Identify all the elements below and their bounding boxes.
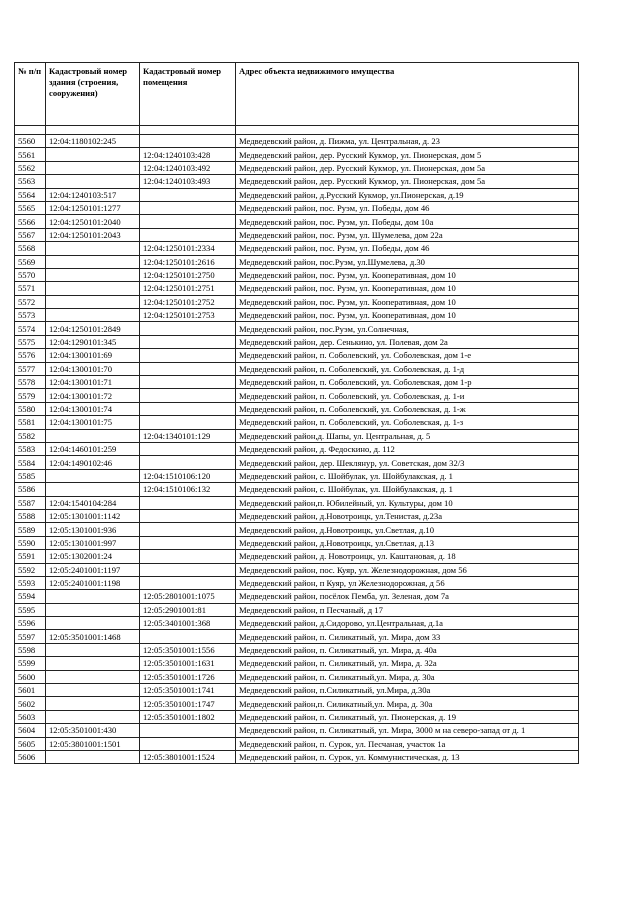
address: Медведевский район, п. Соболевский, ул. Соболевская, д. 1-з bbox=[236, 416, 579, 429]
premises-cadastral-number: 12:04:1250101:2752 bbox=[140, 295, 236, 308]
table-row bbox=[15, 255, 579, 268]
address: Медведевский район, пос. Руэм, ул. Победы, дом 46 bbox=[236, 242, 579, 255]
header-address: Адрес объекта недвижимого имущества bbox=[236, 63, 579, 126]
address: Медведевский район, посёлок Пемба, ул. Зеленая, дом 7а bbox=[236, 590, 579, 603]
table-row bbox=[15, 737, 579, 750]
building-cadastral-number bbox=[46, 429, 140, 442]
premises-cadastral-number bbox=[140, 349, 236, 362]
address: Медведевский район, с. Шойбулак, ул. Шойбулакская, д. 1 bbox=[236, 469, 579, 482]
building-cadastral-number: 12:04:1300101:74 bbox=[46, 402, 140, 415]
address: Медведевский район, д.Новотроицк, ул.Светлая, д.10 bbox=[236, 523, 579, 536]
premises-cadastral-number bbox=[140, 456, 236, 469]
premises-cadastral-number bbox=[140, 389, 236, 402]
row-number: 5566 bbox=[15, 215, 46, 228]
row-number: 5584 bbox=[15, 456, 46, 469]
table-row bbox=[15, 576, 579, 589]
row-number: 5591 bbox=[15, 550, 46, 563]
row-number: 5560 bbox=[15, 135, 46, 148]
building-cadastral-number: 12:05:1302001:24 bbox=[46, 550, 140, 563]
premises-cadastral-number bbox=[140, 442, 236, 455]
address: Медведевский район, пос. Руэм, ул. Кооперативная, дом 10 bbox=[236, 309, 579, 322]
row-number: 5573 bbox=[15, 309, 46, 322]
address: Медведевский район, пос. Руэм, ул. Кооперативная, дом 10 bbox=[236, 268, 579, 281]
address: Медведевский район, п. Сурок, ул. Коммунистическая, д. 13 bbox=[236, 750, 579, 763]
premises-cadastral-number: 12:04:1240103:492 bbox=[140, 161, 236, 174]
table-row bbox=[15, 684, 579, 697]
address: Медведевский район, пос. Куяр, ул. Железнодорожная, дом 56 bbox=[236, 563, 579, 576]
table-row bbox=[15, 536, 579, 549]
building-cadastral-number: 12:05:1301001:997 bbox=[46, 536, 140, 549]
row-number: 5594 bbox=[15, 590, 46, 603]
row-number: 5593 bbox=[15, 576, 46, 589]
row-number: 5604 bbox=[15, 724, 46, 737]
building-cadastral-number bbox=[46, 282, 140, 295]
table-row bbox=[15, 389, 579, 402]
row-number: 5583 bbox=[15, 442, 46, 455]
table-row bbox=[15, 201, 579, 214]
premises-cadastral-number bbox=[140, 576, 236, 589]
building-cadastral-number: 12:04:1250101:2040 bbox=[46, 215, 140, 228]
table-row bbox=[15, 697, 579, 710]
building-cadastral-number: 12:04:1540104:284 bbox=[46, 496, 140, 509]
row-number: 5588 bbox=[15, 509, 46, 522]
premises-cadastral-number bbox=[140, 550, 236, 563]
building-cadastral-number: 12:04:1300101:71 bbox=[46, 376, 140, 389]
premises-cadastral-number: 12:05:3501001:1741 bbox=[140, 684, 236, 697]
building-cadastral-number bbox=[46, 268, 140, 281]
building-cadastral-number: 12:04:1250101:2849 bbox=[46, 322, 140, 335]
row-number: 5590 bbox=[15, 536, 46, 549]
header-building-cadastral: Кадастровый номер здания (строения, сооружения) bbox=[46, 63, 140, 126]
premises-cadastral-number: 12:05:3801001:1524 bbox=[140, 750, 236, 763]
premises-cadastral-number: 12:04:1240103:493 bbox=[140, 175, 236, 188]
building-cadastral-number bbox=[46, 469, 140, 482]
table-row bbox=[15, 496, 579, 509]
table-body bbox=[15, 135, 579, 764]
premises-cadastral-number bbox=[140, 402, 236, 415]
building-cadastral-number bbox=[46, 161, 140, 174]
premises-cadastral-number: 12:05:3501001:1631 bbox=[140, 657, 236, 670]
premises-cadastral-number bbox=[140, 416, 236, 429]
building-cadastral-number bbox=[46, 603, 140, 616]
table-header bbox=[15, 63, 579, 126]
table-row bbox=[15, 456, 579, 469]
premises-cadastral-number bbox=[140, 536, 236, 549]
address: Медведевский район, д.Сидорово, ул.Центральная, д.1а bbox=[236, 617, 579, 630]
table-row bbox=[15, 469, 579, 482]
premises-cadastral-number: 12:04:1250101:2616 bbox=[140, 255, 236, 268]
address: Медведевский район, п. Силикатный,ул. Мира, д. 30а bbox=[236, 670, 579, 683]
building-cadastral-number: 12:04:1250101:1277 bbox=[46, 201, 140, 214]
address: Медведевский район, п.Силикатный, ул.Мира, д.30а bbox=[236, 684, 579, 697]
address: Медведевский район,д. Шапы, ул. Центральная, д. 5 bbox=[236, 429, 579, 442]
row-number: 5569 bbox=[15, 255, 46, 268]
premises-cadastral-number: 12:05:3501001:1747 bbox=[140, 697, 236, 710]
building-cadastral-number bbox=[46, 148, 140, 161]
table-row bbox=[15, 135, 579, 148]
row-number: 5601 bbox=[15, 684, 46, 697]
row-number: 5567 bbox=[15, 228, 46, 241]
table-row bbox=[15, 550, 579, 563]
table-row bbox=[15, 175, 579, 188]
spacer-section bbox=[15, 126, 579, 135]
premises-cadastral-number bbox=[140, 376, 236, 389]
table-row bbox=[15, 724, 579, 737]
building-cadastral-number bbox=[46, 483, 140, 496]
premises-cadastral-number: 12:04:1250101:2751 bbox=[140, 282, 236, 295]
table-row bbox=[15, 509, 579, 522]
building-cadastral-number: 12:04:1250101:2043 bbox=[46, 228, 140, 241]
table-row bbox=[15, 630, 579, 643]
address: Медведевский район, дер. Русский Кукмор, ул. Пионерская, дом 5а bbox=[236, 175, 579, 188]
building-cadastral-number: 12:04:1300101:72 bbox=[46, 389, 140, 402]
row-number: 5598 bbox=[15, 643, 46, 656]
address: Медведевский район, пос.Руэм, ул.Солнечная, bbox=[236, 322, 579, 335]
table-row bbox=[15, 282, 579, 295]
premises-cadastral-number bbox=[140, 496, 236, 509]
table-row bbox=[15, 563, 579, 576]
spacer-row bbox=[15, 126, 579, 135]
table-row bbox=[15, 750, 579, 763]
premises-cadastral-number: 12:05:3501001:1802 bbox=[140, 710, 236, 723]
building-cadastral-number bbox=[46, 710, 140, 723]
table-row bbox=[15, 148, 579, 161]
address: Медведевский район, п Куяр, ул Железнодорожная, д 56 bbox=[236, 576, 579, 589]
premises-cadastral-number bbox=[140, 335, 236, 348]
row-number: 5602 bbox=[15, 697, 46, 710]
row-number: 5596 bbox=[15, 617, 46, 630]
table-row bbox=[15, 590, 579, 603]
table-row bbox=[15, 188, 579, 201]
premises-cadastral-number bbox=[140, 322, 236, 335]
building-cadastral-number bbox=[46, 750, 140, 763]
building-cadastral-number: 12:05:1301001:936 bbox=[46, 523, 140, 536]
building-cadastral-number bbox=[46, 617, 140, 630]
address: Медведевский район, п. Силикатный, ул. Мира, д. 32а bbox=[236, 657, 579, 670]
building-cadastral-number bbox=[46, 670, 140, 683]
address: Медведевский район, дер. Сенькино, ул. Полевая, дом 2а bbox=[236, 335, 579, 348]
row-number: 5586 bbox=[15, 483, 46, 496]
address: Медведевский район, дер. Русский Кукмор, ул. Пионерская, дом 5а bbox=[236, 161, 579, 174]
premises-cadastral-number bbox=[140, 362, 236, 375]
premises-cadastral-number bbox=[140, 563, 236, 576]
table-row bbox=[15, 442, 579, 455]
building-cadastral-number: 12:04:1290101:345 bbox=[46, 335, 140, 348]
header-number: № п/п bbox=[15, 63, 46, 126]
premises-cadastral-number: 12:04:1510106:132 bbox=[140, 483, 236, 496]
table-row bbox=[15, 483, 579, 496]
table-row bbox=[15, 349, 579, 362]
building-cadastral-number: 12:04:1490102:46 bbox=[46, 456, 140, 469]
premises-cadastral-number bbox=[140, 135, 236, 148]
address: Медведевский район,п. Юбилейный, ул. Культуры, дом 10 bbox=[236, 496, 579, 509]
row-number: 5570 bbox=[15, 268, 46, 281]
address: Медведевский район, д. Новотроицк, ул. Каштановая, д. 18 bbox=[236, 550, 579, 563]
premises-cadastral-number: 12:04:1250101:2753 bbox=[140, 309, 236, 322]
premises-cadastral-number: 12:05:3501001:1556 bbox=[140, 643, 236, 656]
address: Медведевский район, п Песчаный, д 17 bbox=[236, 603, 579, 616]
building-cadastral-number: 12:05:1301001:1142 bbox=[46, 509, 140, 522]
building-cadastral-number: 12:05:3801001:1501 bbox=[46, 737, 140, 750]
building-cadastral-number: 12:04:1300101:75 bbox=[46, 416, 140, 429]
building-cadastral-number bbox=[46, 309, 140, 322]
building-cadastral-number bbox=[46, 657, 140, 670]
premises-cadastral-number: 12:04:1250101:2334 bbox=[140, 242, 236, 255]
row-number: 5564 bbox=[15, 188, 46, 201]
row-number: 5565 bbox=[15, 201, 46, 214]
row-number: 5571 bbox=[15, 282, 46, 295]
table-row bbox=[15, 309, 579, 322]
premises-cadastral-number bbox=[140, 509, 236, 522]
premises-cadastral-number: 12:05:3401001:368 bbox=[140, 617, 236, 630]
table-row bbox=[15, 161, 579, 174]
table-row bbox=[15, 603, 579, 616]
row-number: 5606 bbox=[15, 750, 46, 763]
row-number: 5579 bbox=[15, 389, 46, 402]
premises-cadastral-number bbox=[140, 630, 236, 643]
row-number: 5585 bbox=[15, 469, 46, 482]
building-cadastral-number bbox=[46, 242, 140, 255]
address: Медведевский район, п. Силикатный, ул. Мира, 3000 м на северо-запад от д. 1 bbox=[236, 724, 579, 737]
address: Медведевский район, п. Сурок, ул. Песчаная, участок 1а bbox=[236, 737, 579, 750]
address: Медведевский район, д.Новотроицк, ул.Светлая, д.13 bbox=[236, 536, 579, 549]
row-number: 5599 bbox=[15, 657, 46, 670]
address: Медведевский район, д.Русский Кукмор, ул.Пионерская, д.19 bbox=[236, 188, 579, 201]
address: Медведевский район, пос. Руэм, ул. Победы, дом 10а bbox=[236, 215, 579, 228]
row-number: 5582 bbox=[15, 429, 46, 442]
table-row bbox=[15, 643, 579, 656]
address: Медведевский район, дер. Шеклянур, ул. Советская, дом 32/3 bbox=[236, 456, 579, 469]
building-cadastral-number: 12:05:2401001:1198 bbox=[46, 576, 140, 589]
table-row bbox=[15, 242, 579, 255]
address: Медведевский район, д.Новотроицк, ул.Тенистая, д.23а bbox=[236, 509, 579, 522]
address: Медведевский район, п. Силикатный, ул. Мира, дом 33 bbox=[236, 630, 579, 643]
building-cadastral-number bbox=[46, 295, 140, 308]
address: Медведевский район,п. Силикатный,ул. Мира, д. 30а bbox=[236, 697, 579, 710]
address: Медведевский район, дер. Русский Кукмор, ул. Пионерская, дом 5 bbox=[236, 148, 579, 161]
table-row bbox=[15, 295, 579, 308]
premises-cadastral-number bbox=[140, 201, 236, 214]
address: Медведевский район, д. Федоскино, д. 112 bbox=[236, 442, 579, 455]
premises-cadastral-number: 12:05:2901001:81 bbox=[140, 603, 236, 616]
building-cadastral-number bbox=[46, 643, 140, 656]
premises-cadastral-number: 12:04:1250101:2750 bbox=[140, 268, 236, 281]
address: Медведевский район, п. Соболевский, ул. Соболевская, дом 1-е bbox=[236, 349, 579, 362]
building-cadastral-number bbox=[46, 255, 140, 268]
address: Медведевский район, п. Соболевский, ул. Соболевская, д. 1-и bbox=[236, 389, 579, 402]
table-row bbox=[15, 228, 579, 241]
row-number: 5574 bbox=[15, 322, 46, 335]
table-row bbox=[15, 429, 579, 442]
row-number: 5592 bbox=[15, 563, 46, 576]
table-row bbox=[15, 362, 579, 375]
premises-cadastral-number: 12:04:1340101:129 bbox=[140, 429, 236, 442]
building-cadastral-number bbox=[46, 175, 140, 188]
building-cadastral-number: 12:05:3501001:430 bbox=[46, 724, 140, 737]
premises-cadastral-number bbox=[140, 228, 236, 241]
premises-cadastral-number: 12:05:2801001:1075 bbox=[140, 590, 236, 603]
row-number: 5575 bbox=[15, 335, 46, 348]
table-row bbox=[15, 268, 579, 281]
table-row bbox=[15, 617, 579, 630]
row-number: 5587 bbox=[15, 496, 46, 509]
building-cadastral-number: 12:04:1460101:259 bbox=[46, 442, 140, 455]
premises-cadastral-number: 12:04:1240103:428 bbox=[140, 148, 236, 161]
premises-cadastral-number bbox=[140, 724, 236, 737]
table-row bbox=[15, 657, 579, 670]
row-number: 5597 bbox=[15, 630, 46, 643]
row-number: 5600 bbox=[15, 670, 46, 683]
row-number: 5577 bbox=[15, 362, 46, 375]
row-number: 5563 bbox=[15, 175, 46, 188]
premises-cadastral-number: 12:04:1510106:120 bbox=[140, 469, 236, 482]
table-row bbox=[15, 322, 579, 335]
header-row bbox=[15, 63, 579, 126]
premises-cadastral-number bbox=[140, 215, 236, 228]
address: Медведевский район, с. Шойбулак, ул. Шойбулакская, д. 1 bbox=[236, 483, 579, 496]
premises-cadastral-number bbox=[140, 188, 236, 201]
row-number: 5578 bbox=[15, 376, 46, 389]
row-number: 5568 bbox=[15, 242, 46, 255]
address: Медведевский район, пос. Руэм, ул. Кооперативная, дом 10 bbox=[236, 282, 579, 295]
address: Медведевский район, д. Пижма, ул. Центральная, д. 23 bbox=[236, 135, 579, 148]
building-cadastral-number: 12:04:1240103:517 bbox=[46, 188, 140, 201]
building-cadastral-number bbox=[46, 697, 140, 710]
address: Медведевский район, пос. Руэм, ул. Победы, дом 46 bbox=[236, 201, 579, 214]
address: Медведевский район, п. Силикатный, ул. Пионерская, д. 19 bbox=[236, 710, 579, 723]
building-cadastral-number bbox=[46, 684, 140, 697]
address: Медведевский район, п. Силикатный, ул. Мира, д. 40а bbox=[236, 643, 579, 656]
header-premises-cadastral: Кадастровый номер помещения bbox=[140, 63, 236, 126]
premises-cadastral-number bbox=[140, 523, 236, 536]
row-number: 5580 bbox=[15, 402, 46, 415]
row-number: 5603 bbox=[15, 710, 46, 723]
building-cadastral-number: 12:05:3501001:1468 bbox=[46, 630, 140, 643]
row-number: 5581 bbox=[15, 416, 46, 429]
table-row bbox=[15, 670, 579, 683]
address: Медведевский район, пос. Руэм, ул. Шумелева, дом 22а bbox=[236, 228, 579, 241]
building-cadastral-number: 12:04:1300101:69 bbox=[46, 349, 140, 362]
address: Медведевский район, п. Соболевский, ул. Соболевская, д. 1-д bbox=[236, 362, 579, 375]
table-row bbox=[15, 335, 579, 348]
property-table bbox=[14, 62, 579, 764]
row-number: 5595 bbox=[15, 603, 46, 616]
building-cadastral-number: 12:04:1300101:70 bbox=[46, 362, 140, 375]
row-number: 5562 bbox=[15, 161, 46, 174]
row-number: 5561 bbox=[15, 148, 46, 161]
building-cadastral-number: 12:04:1180102:245 bbox=[46, 135, 140, 148]
premises-cadastral-number: 12:05:3501001:1726 bbox=[140, 670, 236, 683]
table-row bbox=[15, 376, 579, 389]
address: Медведевский район, пос.Руэм, ул.Шумелева, д.30 bbox=[236, 255, 579, 268]
row-number: 5572 bbox=[15, 295, 46, 308]
address: Медведевский район, п. Соболевский, ул. Соболевская, дом 1-р bbox=[236, 376, 579, 389]
address: Медведевский район, п. Соболевский, ул. Соболевская, д. 1-ж bbox=[236, 402, 579, 415]
row-number: 5576 bbox=[15, 349, 46, 362]
table-row bbox=[15, 710, 579, 723]
table-row bbox=[15, 523, 579, 536]
table-row bbox=[15, 416, 579, 429]
building-cadastral-number bbox=[46, 590, 140, 603]
address: Медведевский район, пос. Руэм, ул. Кооперативная, дом 10 bbox=[236, 295, 579, 308]
row-number: 5589 bbox=[15, 523, 46, 536]
table-row bbox=[15, 215, 579, 228]
table-row bbox=[15, 402, 579, 415]
row-number: 5605 bbox=[15, 737, 46, 750]
building-cadastral-number: 12:05:2401001:1197 bbox=[46, 563, 140, 576]
premises-cadastral-number bbox=[140, 737, 236, 750]
